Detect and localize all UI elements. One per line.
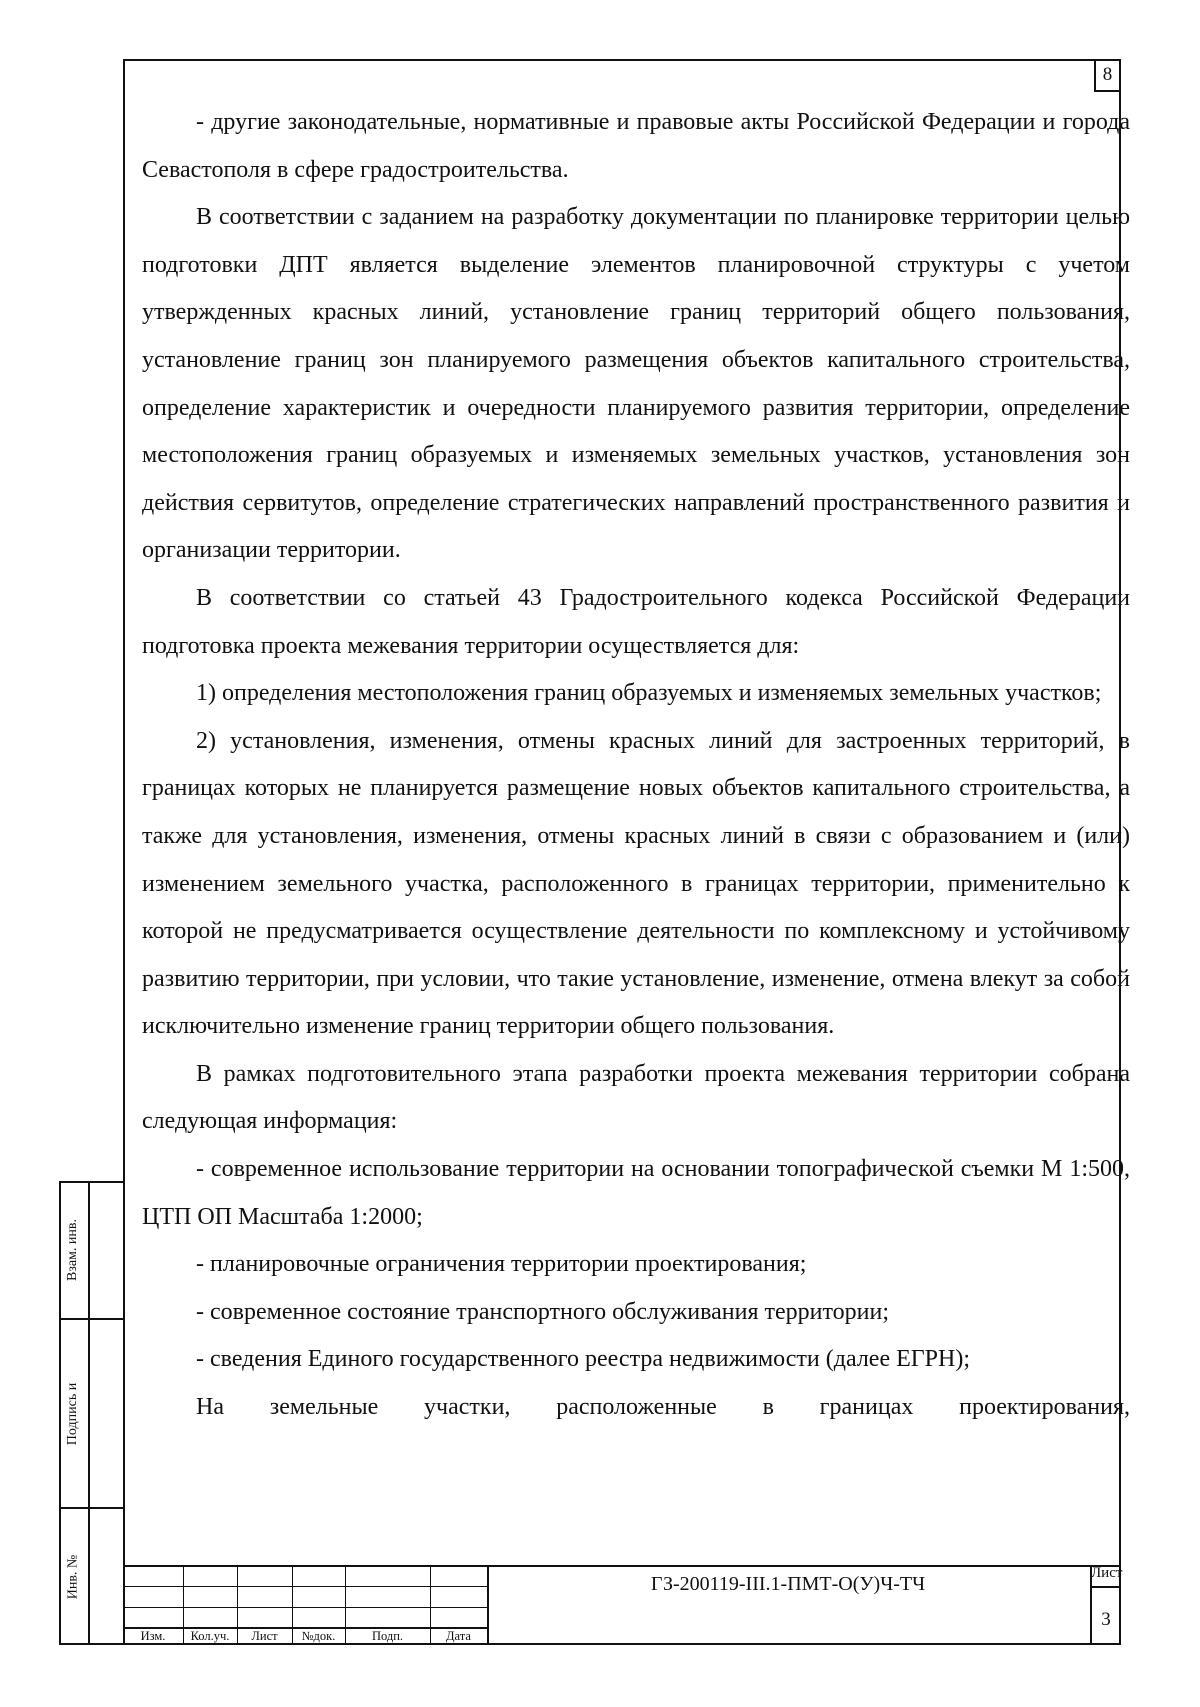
sheet-label: Лист (1091, 1565, 1123, 1581)
column-label-doc-no: №док. (301, 1629, 336, 1643)
paragraph: 1) определения местоположения границ образуемых и изменяемых земельных участков; (196, 680, 1102, 707)
side-strip-divider (88, 1181, 90, 1645)
sheet-number: 3 (1101, 1609, 1111, 1630)
side-label-podpis: Подпись и (65, 1382, 81, 1445)
paragraph: На земельные участки, расположенные в границах проектирования, (196, 1394, 1130, 1421)
paragraph: - сведения Единого государственного реестра недвижимости (далее ЕГРН); (196, 1346, 970, 1373)
paragraph: - современное состояние транспортного обслуживания территории; (196, 1298, 889, 1325)
title-block-top-line (123, 1565, 1121, 1567)
body-text (142, 99, 1130, 1432)
paragraph: - планировочные ограничения территории проектирования; (196, 1251, 807, 1278)
paragraph: 2) установления, изменения, отмены красных линий для застроенных территорий, в границах которых не планируется размещение новых объектов капитального строительства, а также для установления, изменения, отмены красных линий в связи с образованием и (или) изменением земельного участка, расположенного в границах территории, применительно к которой не предусматривается осуществление деятельности по комплексному и устойчивому развитию территории, при условии, что такие установление, изменение, отмена влекут за собой исключительно изменение границ территории общего пользования. (142, 727, 1130, 1040)
paragraph: В соответствии со статьей 43 Градостроительного кодекса Российской Федерации подготовка проекта межевания территории осуществляется для: (142, 584, 1130, 659)
title-block-row-line (123, 1607, 488, 1608)
side-label-inv-no: Инв. № (65, 1554, 81, 1600)
paragraph: - другие законодательные, нормативные и правовые акты Российской Федерации и города Севастополя в сфере градостроительства. (142, 109, 1130, 183)
page-number: 8 (1094, 59, 1121, 92)
column-label-list: Лист (251, 1629, 278, 1643)
column-label-izm: Изм. (140, 1629, 166, 1643)
column-label-data: Дата (446, 1629, 471, 1643)
paragraph: В соответствии с заданием на разработку документации по планировке территории целью подготовки ДПТ является выделение элементов планировочной структуры с учетом утвержденных красных линий, установление границ территорий общего пользования, установление границ зон планируемого размещения объектов капитального строительства, определение характеристик и очередности планируемого развития территории, определение местоположения границ образуемых и изменяемых земельных участков, установления зон действия сервитутов, определение стратегических направлений пространственного развития и организации территории. (142, 204, 1130, 564)
column-label-podp: Подп. (371, 1629, 404, 1643)
paragraph: - современное использование территории на основании топографической съемки М 1:500, ЦТП ОП Масштаба 1:2000; (142, 1156, 1130, 1230)
side-label-vzam-inv: Взам. инв. (65, 1218, 81, 1281)
title-block-row-line (123, 1586, 488, 1587)
column-label-kol-uch: Кол.уч. (190, 1629, 230, 1643)
title-block-sheet-line (1090, 1586, 1121, 1588)
document-code: ГЗ-200119-III.1-ПМТ-О(У)Ч-ТЧ (650, 1573, 926, 1595)
paragraph: В рамках подготовительного этапа разработки проекта межевания территории собрана следующая информация: (142, 1060, 1130, 1135)
